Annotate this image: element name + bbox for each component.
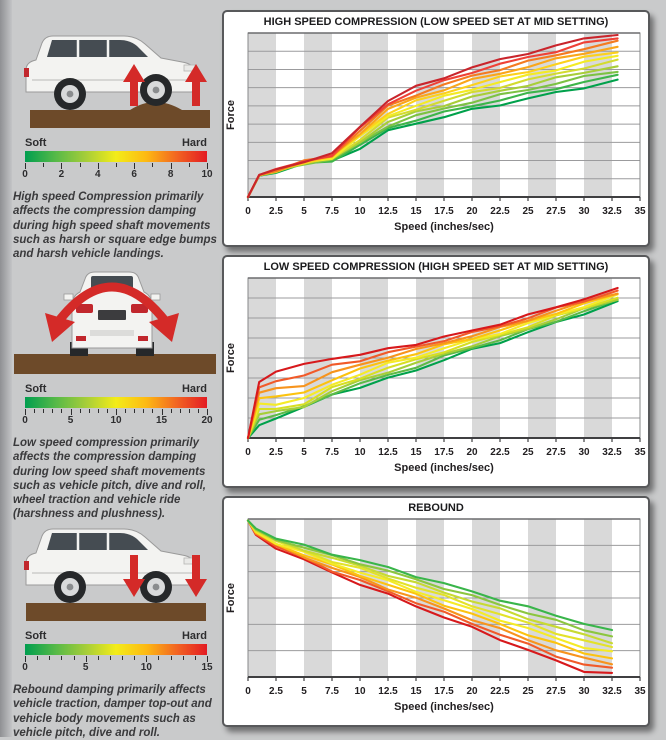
svg-text:30: 30 xyxy=(578,686,590,697)
tail-light xyxy=(24,68,29,77)
front-wheel xyxy=(140,74,172,106)
suv-rear-roll-illustration xyxy=(12,254,218,378)
svg-text:20: 20 xyxy=(466,686,478,697)
low-speed-compression-chart xyxy=(224,274,648,482)
svg-text:7.5: 7.5 xyxy=(325,206,339,217)
svg-text:12.5: 12.5 xyxy=(378,686,398,697)
svg-text:0: 0 xyxy=(245,686,251,697)
svg-text:2.5: 2.5 xyxy=(269,686,283,697)
svg-text:2.5: 2.5 xyxy=(269,447,283,458)
x-tick-labels xyxy=(245,197,646,217)
x-tick-labels xyxy=(245,677,646,697)
svg-text:35: 35 xyxy=(634,447,646,458)
x-axis-label: Speed (inches/sec) xyxy=(394,221,494,233)
svg-text:5: 5 xyxy=(301,686,307,697)
ground xyxy=(14,354,216,374)
rear-wheel xyxy=(54,571,86,603)
damping-scale-high-speed xyxy=(12,137,220,181)
x-axis-label: Speed (inches/sec) xyxy=(394,462,494,474)
damping-scale-ticks xyxy=(25,655,207,662)
left-edge-strip xyxy=(0,0,12,737)
svg-text:20: 20 xyxy=(466,206,478,217)
license-plate xyxy=(98,310,126,320)
svg-text:10: 10 xyxy=(354,206,366,217)
svg-text:32.5: 32.5 xyxy=(602,686,622,697)
sidebar-section-low-speed-compression xyxy=(12,254,220,522)
x-axis-label: Speed (inches/sec) xyxy=(394,701,494,713)
y-axis-label: Force xyxy=(225,100,237,130)
section-description: High speed Compression primarily affects the compression damping during high speed shaft movements such as harsh or square edge bumps and harsh vehicle landings. xyxy=(13,191,217,260)
svg-text:27.5: 27.5 xyxy=(546,686,566,697)
chart-panel-low-speed-compression xyxy=(222,255,650,488)
svg-text:7.5: 7.5 xyxy=(325,447,339,458)
damping-scale-ticks xyxy=(25,162,207,169)
svg-text:25: 25 xyxy=(522,686,534,697)
section-description: Rebound damping primarily affects vehicle traction, damper top-out and vehicle body movements such as vehicle pitch, dive and roll. xyxy=(13,684,212,739)
svg-text:7.5: 7.5 xyxy=(325,686,339,697)
svg-text:12.5: 12.5 xyxy=(378,206,398,217)
rebound-chart xyxy=(224,515,648,721)
svg-text:15: 15 xyxy=(410,447,422,458)
svg-text:5: 5 xyxy=(301,447,307,458)
soft-label: Soft xyxy=(25,383,47,395)
soft-label: Soft xyxy=(25,630,47,642)
hard-label: Hard xyxy=(181,630,207,642)
svg-text:30: 30 xyxy=(578,447,590,458)
svg-text:22.5: 22.5 xyxy=(490,686,510,697)
ground xyxy=(26,603,206,621)
suv-side-rebound-illustration xyxy=(12,505,218,625)
damping-scale-numbers: 0 5 10 15 20 xyxy=(22,415,213,426)
svg-text:0: 0 xyxy=(245,447,251,458)
svg-text:20: 20 xyxy=(466,447,478,458)
section-description: Low speed compression primarily affects the compression damping during low speed shaft movements such as vehicle pitch, dive and roll, wheel traction and vehicle ride (harshness and plushness). xyxy=(13,437,207,521)
high-speed-compression-chart xyxy=(224,29,648,241)
y-axis-label: Force xyxy=(225,343,237,373)
damping-scale-ticks xyxy=(25,408,207,415)
svg-text:0: 0 xyxy=(245,206,251,217)
reflector xyxy=(76,336,86,341)
svg-text:10: 10 xyxy=(354,447,366,458)
rear-wheel xyxy=(54,78,86,110)
svg-text:35: 35 xyxy=(634,686,646,697)
damping-scale-rebound xyxy=(12,630,220,674)
svg-text:32.5: 32.5 xyxy=(602,447,622,458)
chart-title: HIGH SPEED COMPRESSION (LOW SPEED SET AT MID SETTING) xyxy=(263,16,609,28)
damping-scale-low-speed xyxy=(12,383,220,427)
svg-text:32.5: 32.5 xyxy=(602,206,622,217)
svg-text:15: 15 xyxy=(410,686,422,697)
sidebar-section-high-speed-compression xyxy=(12,12,220,261)
chart-panel-rebound xyxy=(222,496,650,727)
svg-text:17.5: 17.5 xyxy=(434,447,454,458)
x-tick-labels xyxy=(245,438,646,458)
hard-label: Hard xyxy=(181,137,207,149)
svg-text:22.5: 22.5 xyxy=(490,206,510,217)
damping-scale-numbers: 0 2 4 6 8 10 xyxy=(22,169,213,180)
sidebar-section-rebound xyxy=(12,505,220,740)
svg-text:12.5: 12.5 xyxy=(378,447,398,458)
svg-text:25: 25 xyxy=(522,206,534,217)
damping-scale-numbers: 0 5 10 15 xyxy=(22,662,213,673)
reflector xyxy=(138,336,148,341)
hard-label: Hard xyxy=(181,383,207,395)
tail-light xyxy=(24,561,29,570)
svg-text:17.5: 17.5 xyxy=(434,686,454,697)
mirror xyxy=(64,294,73,300)
y-axis-label: Force xyxy=(225,583,237,613)
svg-text:35: 35 xyxy=(634,206,646,217)
svg-text:10: 10 xyxy=(354,686,366,697)
suv-side-bump-illustration xyxy=(12,12,218,132)
soft-label: Soft xyxy=(25,137,47,149)
svg-text:30: 30 xyxy=(578,206,590,217)
svg-text:5: 5 xyxy=(301,206,307,217)
mirror xyxy=(151,294,160,300)
svg-text:27.5: 27.5 xyxy=(546,447,566,458)
chart-panel-high-speed-compression xyxy=(222,10,650,247)
ground xyxy=(30,110,210,128)
svg-text:15: 15 xyxy=(410,206,422,217)
suv-side-body xyxy=(24,529,196,585)
svg-text:2.5: 2.5 xyxy=(269,206,283,217)
svg-text:22.5: 22.5 xyxy=(490,447,510,458)
svg-text:27.5: 27.5 xyxy=(546,206,566,217)
damping-gradient-bar xyxy=(25,151,207,162)
damping-gradient-bar xyxy=(25,644,207,655)
front-wheel xyxy=(140,571,172,603)
bumper-trim xyxy=(90,330,134,336)
chart-title: LOW SPEED COMPRESSION (HIGH SPEED SET AT MID SETTING) xyxy=(263,261,609,273)
damping-gradient-bar xyxy=(25,397,207,408)
chart-title: REBOUND xyxy=(408,502,464,514)
svg-text:25: 25 xyxy=(522,447,534,458)
svg-text:17.5: 17.5 xyxy=(434,206,454,217)
